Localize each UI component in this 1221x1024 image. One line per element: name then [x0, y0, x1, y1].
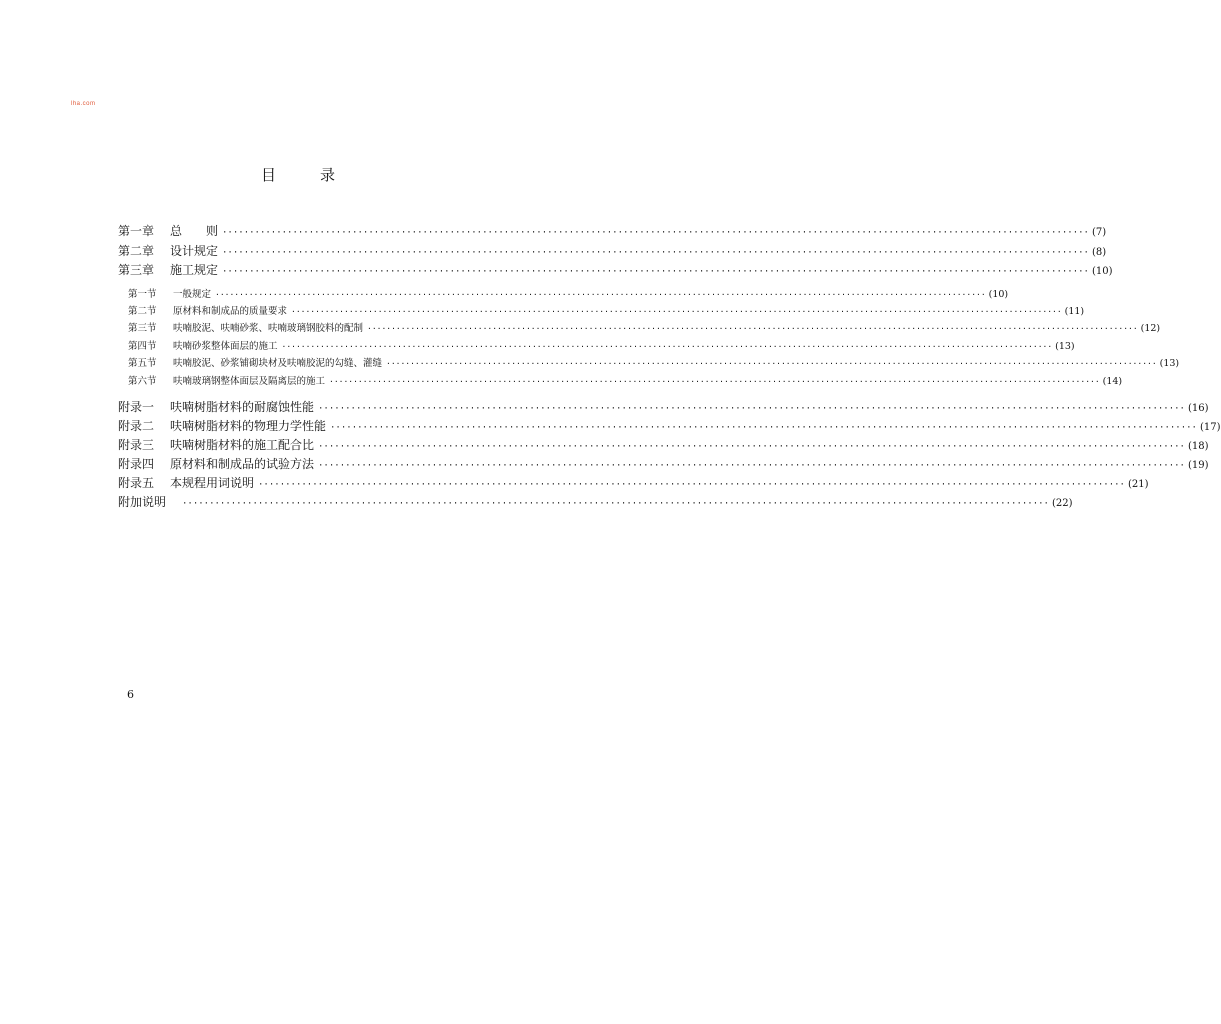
leader-dots: ································································································································································	[329, 377, 1100, 386]
toc-entry-appendix-5[interactable]	[118, 475, 1149, 491]
title-char-left: 目	[261, 166, 277, 184]
toc-number: 附加说明	[118, 495, 167, 509]
toc-number: 第四节	[128, 341, 157, 352]
toc-label: 呋喃树脂材料的耐腐蚀性能	[170, 400, 315, 414]
toc-entry-chapter-1[interactable]	[118, 223, 1107, 239]
toc-label: 原材料和制成品的试验方法	[170, 457, 315, 471]
toc-page: (7)	[1091, 227, 1107, 238]
toc-page: (19)	[1187, 460, 1209, 471]
toc-page: (16)	[1187, 403, 1209, 414]
toc-number: 第一节	[128, 289, 157, 300]
toc-entry-section-6[interactable]	[128, 375, 1123, 389]
toc-number: 附录四	[118, 457, 155, 471]
toc-label: 一般规定	[173, 289, 212, 300]
page-title	[0, 164, 724, 186]
toc-entry-section-5[interactable]	[128, 357, 1180, 371]
toc-number: 第三节	[128, 323, 157, 334]
leader-dots: ································································································································································	[330, 423, 1197, 433]
leader-dots: ································································································································································	[222, 248, 1089, 258]
toc-entry-section-3[interactable]	[128, 322, 1161, 336]
toc-number: 第五节	[128, 358, 157, 369]
toc-number: 附录三	[118, 438, 155, 452]
toc-page: (10)	[988, 289, 1009, 300]
toc-label: 呋喃胶泥、呋喃砂浆、呋喃玻璃钢胶料的配制	[173, 323, 364, 334]
toc-number: 第二节	[128, 306, 157, 317]
watermark-text: lha.com	[71, 101, 96, 107]
toc-page: (11)	[1064, 306, 1085, 317]
toc-number: 附录一	[118, 400, 155, 414]
toc-entry-section-4[interactable]	[128, 340, 1075, 354]
leader-dots: ································································································································································	[318, 404, 1185, 414]
toc-page: (22)	[1051, 498, 1073, 509]
toc-number: 第一章	[118, 224, 155, 238]
toc-entry-additional-notes[interactable]	[118, 494, 1073, 510]
toc-label: 原材料和制成品的质量要求	[173, 306, 288, 317]
toc-label: 呋喃砂浆整体面层的施工	[173, 341, 278, 352]
toc-entry-section-1[interactable]	[128, 288, 1009, 302]
title-char-right: 录	[320, 166, 336, 184]
toc-entry-appendix-2[interactable]	[118, 418, 1221, 434]
leader-dots: ································································································································································	[386, 359, 1157, 368]
toc-number: 附录二	[118, 419, 155, 433]
leader-dots: ································································································································································	[215, 290, 986, 299]
toc-entry-chapter-3[interactable]	[118, 262, 1113, 278]
leader-dots: ································································································································································	[291, 307, 1062, 316]
toc-entry-appendix-4[interactable]	[118, 456, 1209, 472]
toc-entry-section-2[interactable]	[128, 305, 1085, 319]
toc-label: 呋喃玻璃钢整体面层及隔离层的施工	[173, 376, 326, 387]
toc-label: 呋喃树脂材料的施工配合比	[170, 438, 315, 452]
leader-dots: ································································································································································	[281, 342, 1053, 351]
toc-number: 第六节	[128, 376, 157, 387]
toc-page: (17)	[1199, 422, 1221, 433]
toc-page: (14)	[1102, 376, 1123, 387]
toc-page: (13)	[1159, 358, 1180, 369]
toc-entry-chapter-2[interactable]	[118, 243, 1107, 259]
toc-label: 设计规定	[170, 244, 219, 258]
toc-number: 附录五	[118, 476, 155, 490]
leader-dots: ································································································································································	[318, 442, 1185, 452]
leader-dots: ································································································································································	[318, 461, 1185, 471]
toc-page: (18)	[1187, 441, 1209, 452]
toc-entry-appendix-3[interactable]	[118, 437, 1209, 453]
toc-label: 总 则	[170, 224, 219, 238]
toc-label: 呋喃胶泥、砂浆铺砌块材及呋喃胶泥的勾缝、灌缝	[173, 358, 383, 369]
toc-page: (10)	[1091, 266, 1113, 277]
toc-number: 第二章	[118, 244, 155, 258]
leader-dots: ································································································································································	[367, 324, 1138, 333]
toc-page: (21)	[1127, 479, 1149, 490]
leader-dots: ································································································································································	[222, 267, 1089, 277]
toc-label: 呋喃树脂材料的物理力学性能	[170, 419, 327, 433]
leader-dots: ································································································································································	[182, 499, 1049, 509]
toc-number: 第三章	[118, 263, 155, 277]
toc-page: (12)	[1140, 323, 1161, 334]
page-number: 6	[127, 688, 134, 701]
toc-page: (8)	[1091, 247, 1107, 258]
toc-label: 施工规定	[170, 263, 219, 277]
toc-page: (13)	[1055, 341, 1075, 352]
leader-dots: ································································································································································	[258, 480, 1125, 490]
leader-dots: ································································································································································	[222, 228, 1089, 238]
toc-entry-appendix-1[interactable]	[118, 399, 1209, 415]
toc-label: 本规程用词说明	[170, 476, 255, 490]
